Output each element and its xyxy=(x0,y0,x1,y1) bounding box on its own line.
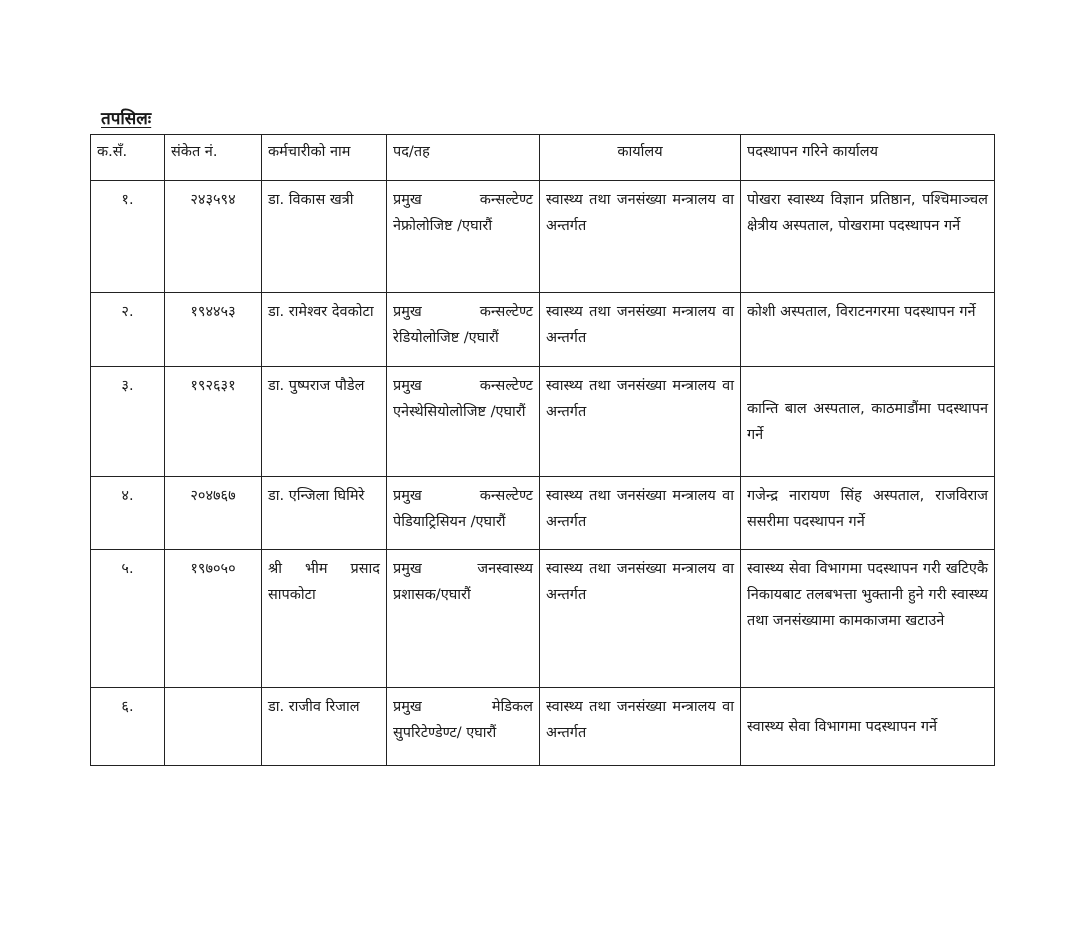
cell-post: प्रमुख मेडिकल सुपरिटेण्डेण्ट/ एघारौं xyxy=(387,688,540,766)
cell-sn: ४. xyxy=(91,477,165,550)
cell-post: प्रमुख कन्सल्टेण्ट एनेस्थेसियोलोजिष्ट /एघारौं xyxy=(387,367,540,477)
cell-name: श्री भीम प्रसाद सापकोटा xyxy=(262,550,387,688)
cell-office: स्वास्थ्य तथा जनसंख्या मन्त्रालय वा अन्तर्गत xyxy=(540,550,741,688)
cell-name: डा. विकास खत्री xyxy=(262,181,387,293)
cell-office: स्वास्थ्य तथा जनसंख्या मन्त्रालय वा अन्तर्गत xyxy=(540,181,741,293)
cell-code: १९४४५३ xyxy=(165,293,262,367)
col-header-placement: पदस्थापन गरिने कार्यालय xyxy=(741,135,995,181)
cell-code xyxy=(165,688,262,766)
cell-placement: गजेन्द्र नारायण सिंह अस्पताल, राजविराज ससरीमा पदस्थापन गर्ने xyxy=(741,477,995,550)
cell-office: स्वास्थ्य तथा जनसंख्या मन्त्रालय वा अन्तर्गत xyxy=(540,688,741,766)
cell-post: प्रमुख कन्सल्टेण्ट रेडियोलोजिष्ट /एघारौं xyxy=(387,293,540,367)
cell-placement: स्वास्थ्य सेवा विभागमा पदस्थापन गर्ने xyxy=(741,688,995,766)
cell-office: स्वास्थ्य तथा जनसंख्या मन्त्रालय वा अन्तर्गत xyxy=(540,477,741,550)
cell-name: डा. रामेश्वर देवकोटा xyxy=(262,293,387,367)
col-header-sn: क.सँ. xyxy=(91,135,165,181)
cell-name: डा. पुष्पराज पौडेल xyxy=(262,367,387,477)
table-row xyxy=(91,550,995,688)
cell-sn: १. xyxy=(91,181,165,293)
col-header-code: संकेत नं. xyxy=(165,135,262,181)
placement-table xyxy=(90,134,995,766)
cell-name: डा. राजीव रिजाल xyxy=(262,688,387,766)
cell-code: १९७०५० xyxy=(165,550,262,688)
cell-post: प्रमुख कन्सल्टेण्ट पेडियाट्रिसियन /एघारौं xyxy=(387,477,540,550)
cell-sn: ६. xyxy=(91,688,165,766)
section-heading: तपसिलः xyxy=(101,109,152,129)
cell-sn: ३. xyxy=(91,367,165,477)
table-row xyxy=(91,688,995,766)
table-row xyxy=(91,367,995,477)
table-row xyxy=(91,181,995,293)
cell-code: २०४७६७ xyxy=(165,477,262,550)
cell-post: प्रमुख कन्सल्टेण्ट नेफ्रोलोजिष्ट /एघारौं xyxy=(387,181,540,293)
table-row xyxy=(91,293,995,367)
table-header-row xyxy=(91,135,995,181)
col-header-name: कर्मचारीको नाम xyxy=(262,135,387,181)
table-row xyxy=(91,477,995,550)
cell-sn: २. xyxy=(91,293,165,367)
cell-post: प्रमुख जनस्वास्थ्य प्रशासक/एघारौं xyxy=(387,550,540,688)
cell-name: डा. एन्जिला घिमिरे xyxy=(262,477,387,550)
cell-placement: पोखरा स्वास्थ्य विज्ञान प्रतिष्ठान, पश्चिमाञ्चल क्षेत्रीय अस्पताल, पोखरामा पदस्थापन गर्ने xyxy=(741,181,995,293)
cell-code: १९२६३१ xyxy=(165,367,262,477)
cell-code: २४३५९४ xyxy=(165,181,262,293)
cell-placement: कोशी अस्पताल, विराटनगरमा पदस्थापन गर्ने xyxy=(741,293,995,367)
cell-office: स्वास्थ्य तथा जनसंख्या मन्त्रालय वा अन्तर्गत xyxy=(540,293,741,367)
cell-placement: कान्ति बाल अस्पताल, काठमाडौंमा पदस्थापन गर्ने xyxy=(741,367,995,477)
col-header-office: कार्यालय xyxy=(540,135,741,181)
cell-placement: स्वास्थ्य सेवा विभागमा पदस्थापन गरी खटिएकै निकायबाट तलबभत्ता भुक्तानी हुने गरी स्वास्थ्य तथा जनसंख्यामा कामकाजमा खटाउने xyxy=(741,550,995,688)
cell-sn: ५. xyxy=(91,550,165,688)
col-header-post: पद/तह xyxy=(387,135,540,181)
cell-office: स्वास्थ्य तथा जनसंख्या मन्त्रालय वा अन्तर्गत xyxy=(540,367,741,477)
